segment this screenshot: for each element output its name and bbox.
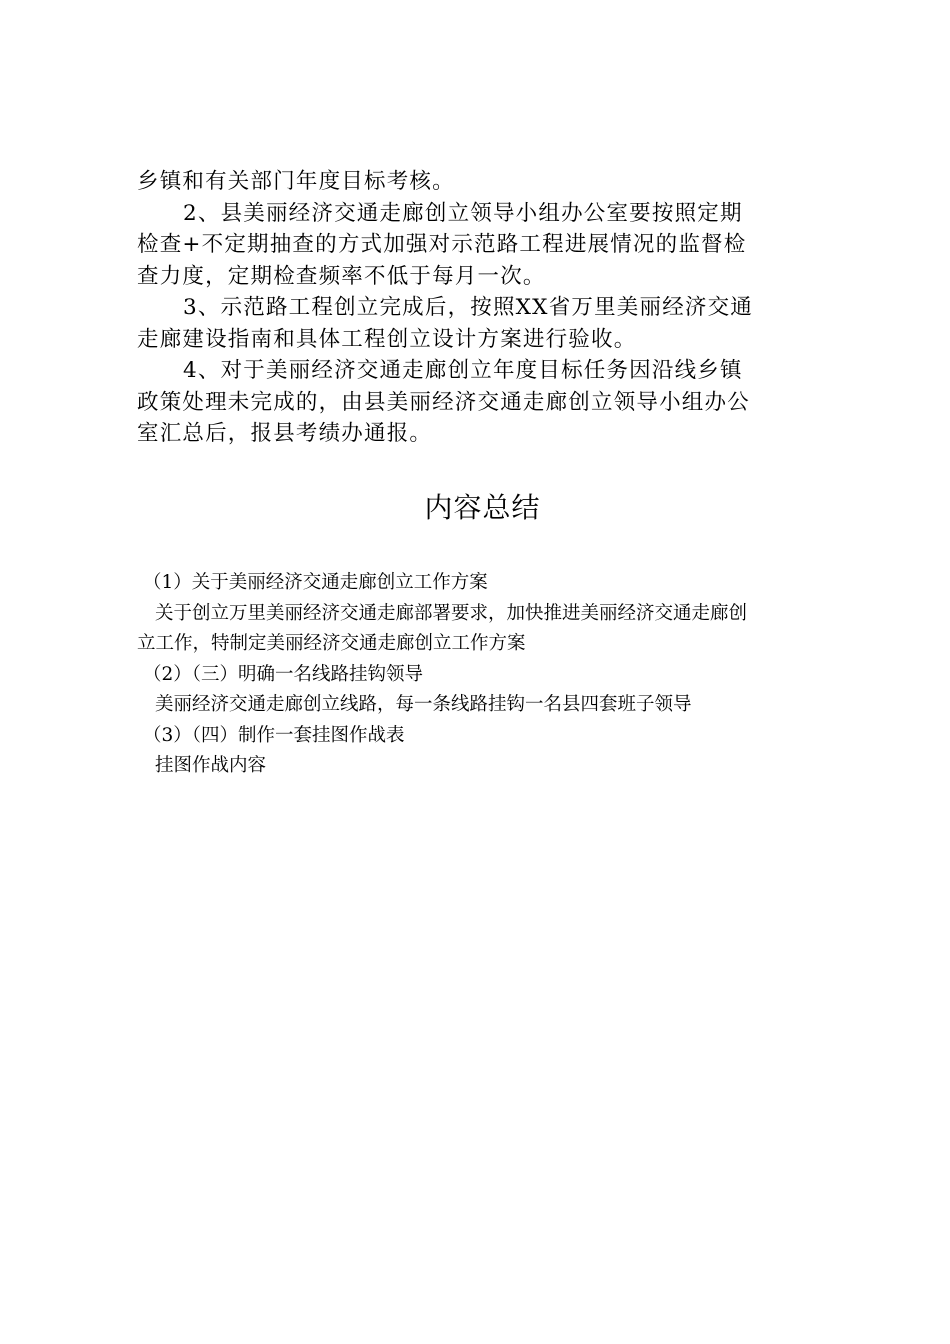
summary-title: 内容总结: [424, 491, 541, 524]
paragraph-line: 检查+不定期抽查的方式加强对示范路工程进展情况的监督检: [137, 232, 747, 257]
paragraph-line: 3、示范路工程创立完成后，按照XX省万里美丽经济交通: [183, 295, 753, 320]
summary-item-heading: （1）关于美丽经济交通走廊创立工作方案: [143, 572, 488, 593]
summary-item-desc: 美丽经济交通走廊创立线路，每一条线路挂钩一名县四套班子领导: [155, 694, 692, 715]
paragraph-line: 乡镇和有关部门年度目标考核。: [137, 169, 455, 194]
summary-item-desc: 关于创立万里美丽经济交通走廊部署要求，加快推进美丽经济交通走廊创: [155, 602, 748, 624]
paragraph-line: 走廊建设指南和具体工程创立设计方案进行验收。: [137, 326, 637, 352]
body-text: [137, 166, 827, 450]
summary-item-heading: （2）（三）明确一名线路挂钩领导: [143, 663, 424, 685]
paragraph-line: 政策处理未完成的，由县美丽经济交通走廊创立领导小组办公: [137, 389, 750, 415]
paragraph-line: 2、县美丽经济交通走廊创立领导小组办公室要按照定期: [183, 200, 743, 226]
paragraph-line: 室汇总后，报县考绩办通报。: [137, 421, 433, 446]
summary-item-heading: （3）（四）制作一套挂图作战表: [143, 724, 405, 746]
paragraph-line: 查力度，定期检查频率不低于每月一次。: [137, 263, 546, 289]
summary-item-desc: 立工作，特制定美丽经济交通走廊创立工作方案: [137, 633, 526, 654]
summary-item-desc: 挂图作战内容: [155, 755, 267, 776]
summary-list: [137, 568, 827, 782]
paragraph-line: 4、对于美丽经济交通走廊创立年度目标任务因沿线乡镇: [183, 358, 743, 383]
